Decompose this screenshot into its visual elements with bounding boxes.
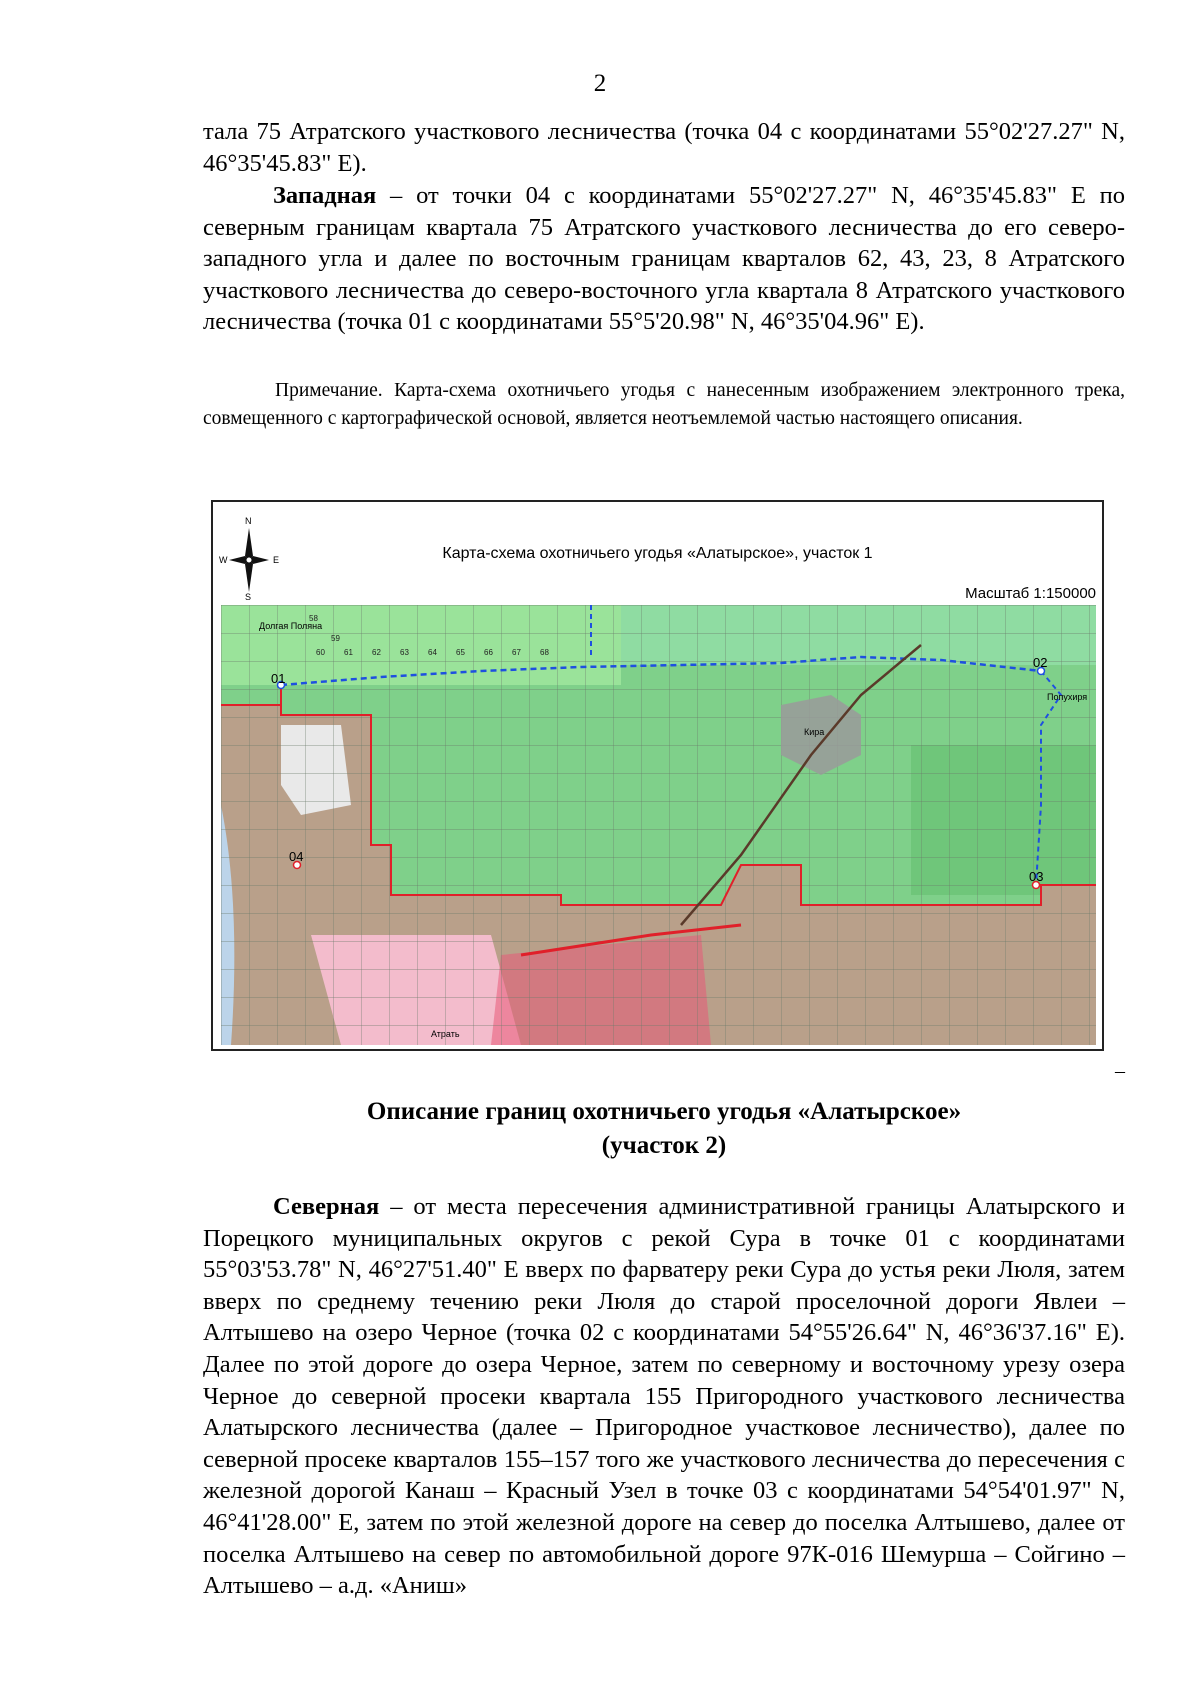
quarter-67: 67 [512,648,521,657]
quarter-63: 63 [400,648,409,657]
point-02-label: 02 [1033,655,1048,670]
quarter-66: 66 [484,648,493,657]
north-label: Северная [273,1193,380,1220]
quarter-62: 62 [372,648,381,657]
section-heading-line2: (участок 2) [601,1132,727,1159]
trailing-dash: – [1115,1060,1125,1082]
west-text: – от точки 04 с координатами 55°02'27.27" N, 46°35'45.83" E по северным границам квартала 75 Атратского участкового лесничества до его северо-западного угла и далее по восточным границам кварталов 62, 43, 23, 8 Атратского участкового лесничества до северо-восточного угла квартала 8 Атратского участкового лесничества (точка 01 с координатами 55°5'20.98" N, 46°35'04.96" E). [203,182,1125,336]
page-number: 2 [593,70,607,97]
quarter-60: 60 [316,648,325,657]
paragraph-west [203,180,1125,338]
paragraph-east-end: тала 75 Атратского участкового лесничества (точка 04 с координатами 55°02'27.27" N, 46°35'45.83" E). [203,118,1125,177]
quarter-64: 64 [428,648,437,657]
quarter-59: 59 [331,634,340,643]
place-pokhira: Попухиря [1047,692,1088,702]
map-image [221,605,1096,1045]
quarter-65: 65 [456,648,465,657]
map-figure [211,500,1104,1051]
point-01-label: 01 [271,671,286,686]
paragraph-north [203,1191,1125,1602]
north-text: – от места пересечения административной границы Алатырского и Порецкого муниципальных округов с рекой Сура в точке 01 с координатами 55°03'53.78" N, 46°27'51.40" E вверх по фарватеру реки Сура до устья реки Люля, затем вверх по среднему течению реки Люля до старой проселочной дороги Явлеи – Алтышево на озеро Черное (точка 02 с координатами 54°55'26.64" N, 46°36'37.16" E). Далее по этой дороге до озера Черное, затем по северному и восточному урезу озера Черное до северной просеки квартала 155 Пригородного участкового лесничества Алатырского лесничества (далее – Пригородное участковое лесничество), далее по северной просеке кварталов 155–157 того же участкового лесничества до пересечения с железной дорогой Канаш – Красный Узел в точке 03 с координатами 54°54'01.97" N, 46°41'28.00" E, затем по этой железной дороге на север до поселка Алтышево, далее от поселка Алтышево на север по автомобильной дороге 97К-016 Шемурша – Сойгино – Алтышево – а.д. «Аниш» [203,1193,1125,1600]
compass-e: E [273,555,279,565]
quarter-58: 58 [309,614,318,623]
map-note: Примечание. Карта-схема охотничьего угодья с нанесенным изображением электронного трека, совмещенного с картографической основой, является неотъемлемой частью настоящего описания. [203,380,1125,429]
point-04-label: 04 [289,849,304,864]
compass-w: W [219,555,228,565]
place-atrat: Атрать [431,1029,460,1039]
compass-s: S [245,592,252,600]
west-label: Западная [273,182,377,209]
point-03-label: 03 [1029,869,1044,884]
place-dolgaya: Долгая Поляна [259,621,323,631]
quarter-61: 61 [344,648,353,657]
compass-n: N [245,516,252,526]
map-scale: Масштаб 1:150000 [965,585,1096,602]
place-kira: Кира [804,727,825,737]
section-heading-line1: Описание границ охотничьего угодья «Алатырское» [366,1098,962,1125]
map-title: Карта-схема охотничьего угодья «Алатырское», участок 1 [442,545,873,562]
quarter-68: 68 [540,648,549,657]
